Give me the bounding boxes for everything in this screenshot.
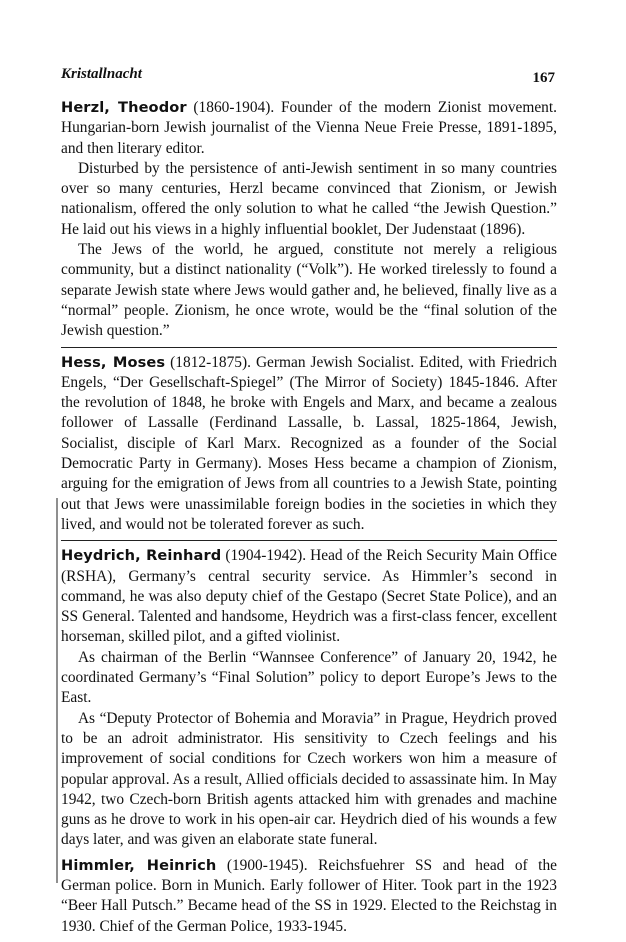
entry-hess [61, 353, 557, 536]
entry-divider [61, 347, 557, 348]
entry-paragraph: As “Deputy Protector of Bohemia and Moravia” in Prague, Heydrich proved to be an adroit administrator. His sensitivity to Czech feelings and his improvement of social conditions for Czech workers won him a measure of popular approval. As a result, Allied officials decided to assassinate him. In May 1942, two Czech-born British agents attacked him with grenades and machine guns as he drove to work in his open-air car. Heydrich died of his wounds a few days later, and was given an elaborate state funeral. [61, 709, 557, 849]
headword: Heydrich, Reinhard [61, 547, 222, 565]
scan-binding-shadow [56, 498, 63, 883]
entry-paragraph: As chairman of the Berlin “Wannsee Conference” of January 20, 1942, he coordinated Germany’s “Final Solution” policy to deport Europe’s Jews to the East. [61, 648, 557, 707]
entry-herzl [61, 98, 557, 342]
entry-paragraph: The Jews of the world, he argued, constitute not merely a religious community, but a distinct nationality (“Volk”). He worked tirelessly to found a separate Jewish state where Jews would gather and, he believed, finally live as a “normal” people. Zionism, he once wrote, would be the “final solution of the Jewish question.” [61, 241, 557, 340]
entry-body: (1812-1875). German Jewish Socialist. Edited, with Friedrich Engels, “Der Gesellschaft-Spiegel” (The Mirror of Society) 1845-1846. After the revolution of 1848, he broke with Engels and Marx, and became a zealous follower of Lassalle (Ferdinand Lassalle, b. Lassal, 1825-1864, Jewish, Socialist, disciple of Karl Marx. Recognized as a founder of the Social Democratic Party in Germany). Moses Hess became a champion of Zionism, arguing for the emigration of Jews from all countries to a Jewish State, pointing out that Jews were unassimilable foreign bodies in the societies in which they lived, and would not be tolerated forever as such. [61, 353, 557, 533]
entry-divider [61, 540, 557, 541]
entry-himmler [61, 856, 557, 937]
headword: Hess, Moses [61, 353, 166, 371]
entry-body: (1904-1942). Head of the Reich Security Main Office (RSHA), Germany’s central security service. As Himmler’s second in command, he was also deputy chief of the Gestapo (Secret State Police), and an SS General. Talented and handsome, Heydrich was a first-class fencer, excellent horseman, skilled pilot, and a gifted violinist. [61, 547, 557, 646]
entry-paragraph: Disturbed by the persistence of anti-Jewish sentiment in so many countries over so many centuries, Herzl became convinced that Zionism, or Jewish nationalism, offered the only solution to what he called “the Jewish Question.” He laid out his views in a highly influential booklet, Der Judenstaat (1896). [61, 159, 557, 238]
headword: Herzl, Theodor [61, 99, 187, 116]
entry-heydrich [61, 546, 557, 850]
entry-body: (1900-1945). Reichsfuehrer SS and head of the German police. Born in Munich. Early follower of Hiter. Took part in the 1923 “Beer Hall Putsch.” Became head of the SS in 1929. Elected to the Reichstag in 1930. Chief of the German Police, 1933-1945. [61, 856, 557, 935]
entry-body: (1860-1904). Founder of the modern Zionist movement. Hungarian-born Jewish journalist of the Vienna Neue Freie Presse, 1891-1895, and then literary editor. [61, 99, 557, 157]
page-text [61, 98, 557, 942]
running-head: Kristallnacht [61, 66, 142, 82]
headword: Himmler, Heinrich [61, 856, 217, 874]
page-number: 167 [532, 70, 555, 86]
